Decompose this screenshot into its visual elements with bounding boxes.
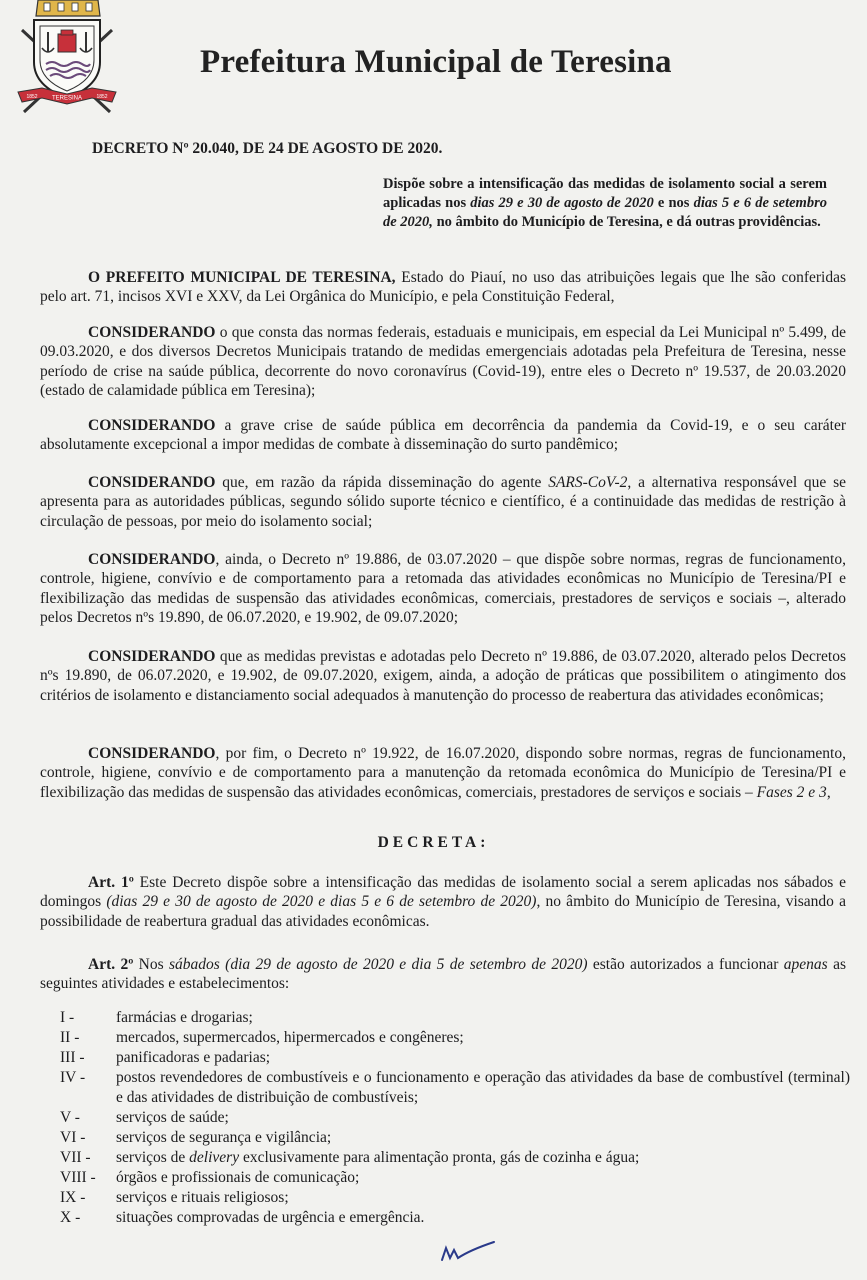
municipal-crest-icon — [14, 0, 120, 116]
list-item: II - mercados, supermercados, hipermercados e congêneres; — [60, 1029, 464, 1046]
list-item: IV - postos revendedores de combustíveis e o funcionamento e operação das atividades da base de combustível (terminal) e das atividades de distribuição de combustíveis; — [60, 1069, 850, 1106]
considerando-paragraph: CONSIDERANDO o que consta das normas federais, estaduais e municipais, em especial da Lei Municipal nº 5.499, de 09.03.2020, e dos diversos Decretos Municipais tratando de medidas emergenciais adotadas pela Prefeitura de Teresina, nesse período de crise na saúde pública, decorrente do novo coronavírus (Covid-19), entre eles o Decreto nº 19.537, de 20.03.2020 (estado de calamidade pública em Teresina); — [40, 324, 846, 399]
list-item: III - panificadoras e padarias; — [60, 1049, 271, 1066]
incisos-list — [60, 1008, 850, 1228]
considerando-paragraph: CONSIDERANDO a grave crise de saúde pública em decorrência da pandemia da Covid-19, e o seu caráter absolutamente excepcional a impor medidas de combate à disseminação do surto pandêmico; — [40, 417, 846, 454]
svg-text:TERESINA: TERESINA — [51, 95, 83, 102]
page-title: Prefeitura Municipal de Teresina — [200, 44, 672, 80]
list-item: VII - serviços de delivery exclusivamente para alimentação pronta, gás de cozinha e água; — [60, 1149, 640, 1166]
decree-title: DECRETO Nº 20.040, DE 24 DE AGOSTO DE 2020. — [92, 140, 443, 157]
article-2: Art. 2º Nos sábados (dia 29 de agosto de 2020 e dia 5 de setembro de 2020) estão autorizados a funcionar apenas as seguintes atividades e estabelecimentos: — [40, 956, 846, 993]
list-item: I - farmácias e drogarias; — [60, 1009, 253, 1026]
article-1: Art. 1º Este Decreto dispõe sobre a intensificação das medidas de isolamento social a serem aplicadas nos sábados e domingos (dias 29 e 30 de agosto de 2020 e dias 5 e 6 de setembro de 2020), no âmbito do Município de Teresina, visando a possibilidade de reabertura gradual das atividades econômicas. — [40, 874, 846, 930]
considerando-paragraph: CONSIDERANDO que as medidas previstas e adotadas pelo Decreto nº 19.886, de 03.07.2020, alterado pelos Decretos nºs 19.890, de 06.07.2020, e 19.902, de 09.07.2020, exigem, ainda, a adoção de práticas que possibilitem o atingimento dos critérios de isolamento e distanciamento social adequados à manutenção do processo de reabertura das atividades econômicas; — [40, 648, 846, 704]
list-item: IX - serviços e rituais religiosos; — [60, 1189, 289, 1206]
list-item: X - situações comprovadas de urgência e emergência. — [60, 1209, 425, 1226]
preamble-paragraph: O PREFEITO MUNICIPAL DE TERESINA, Estado do Piauí, no uso das atribuições legais que lhe são conferidas pelo art. 71, incisos XVI e XXV, da Lei Orgânica do Município, e pela Constituição Federal, — [40, 269, 846, 306]
list-item: VI - serviços de segurança e vigilância; — [60, 1129, 332, 1146]
list-item: VIII - órgãos e profissionais de comunicação; — [60, 1169, 360, 1186]
considerando-paragraph: CONSIDERANDO, ainda, o Decreto nº 19.886, de 03.07.2020 – que dispõe sobre normas, regras de funcionamento, controle, higiene, convívio e de comportamento para a retomada das atividades econômicas no Município de Teresina/PI e flexibilização das medidas de suspensão das atividades econômicas, comerciais, prestadores de serviços e sociais –, alterado pelos Decretos nºs 19.890, de 06.07.2020, e 19.902, de 09.07.2020; — [40, 551, 846, 626]
considerando-paragraph: CONSIDERANDO, por fim, o Decreto nº 19.922, de 16.07.2020, dispondo sobre normas, regras de funcionamento, controle, higiene, convívio e de comportamento para a manutenção da retomada econômica do Município de Teresina/PI e flexibilização das medidas de suspensão das atividades econômicas, comerciais, prestadores de serviços e sociais – Fases 2 e 3, — [40, 745, 846, 801]
svg-text:1852: 1852 — [26, 94, 38, 100]
decreta-heading: DECRETA: — [377, 834, 490, 851]
list-item: V - serviços de saúde; — [60, 1109, 229, 1126]
considerando-paragraph: CONSIDERANDO que, em razão da rápida disseminação do agente SARS-CoV-2, a alternativa responsável que se apresenta para as autoridades públicas, segundo sólido suporte técnico e científico, é a continuidade das medidas de restrição à circulação de pessoas, por meio do isolamento social; — [40, 474, 847, 530]
svg-text:1852: 1852 — [96, 94, 108, 100]
handwritten-initials-icon — [436, 1234, 500, 1266]
decree-ementa: Dispõe sobre a intensificação das medidas de isolamento social a serem aplicadas nos dias 29 e 30 de agosto de 2020 e nos dias 5 e 6 de setembro de 2020, no âmbito do Município de Teresina, e dá outras providências. — [383, 176, 827, 230]
